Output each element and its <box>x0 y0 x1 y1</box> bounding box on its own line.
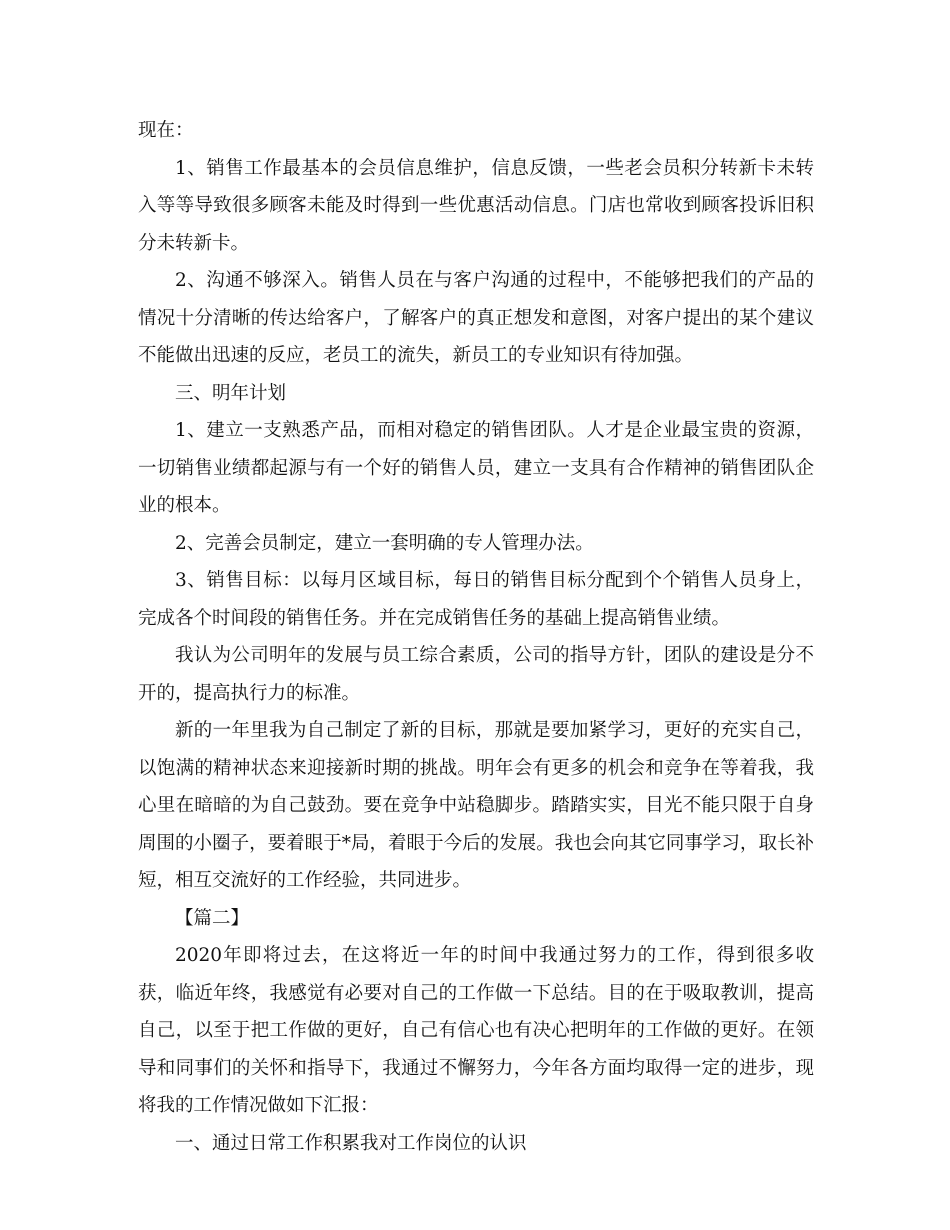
document-body <box>138 112 814 1162</box>
paragraph-plan-2: 2、完善会员制定，建立一套明确的专人管理办法。 <box>175 532 594 554</box>
paragraph-opinion: 我认为公司明年的发展与员工综合素质，公司的指导方针，团队的建设是分不开的，提高执行力的标准。 <box>138 645 814 704</box>
paragraph-intro: 现在： <box>138 120 194 141</box>
paragraph-plan-3: 3、销售目标：以每月区域目标，每日的销售目标分配到个个销售人员身上，完成各个时间段的销售任务。并在完成销售任务的基础上提高销售业绩。 <box>138 570 814 629</box>
paragraph-issue-2: 2、沟通不够深入。销售人员在与客户沟通的过程中，不能够把我们的产品的情况十分清晰的传达给客户，了解客户的真正想发和意图，对客户提出的某个建议不能做出迅速的反应，老员工的流失，新员工的专业知识有待加强。 <box>138 270 814 366</box>
paragraph-plan-1: 1、建立一支熟悉产品，而相对稳定的销售团队。人才是企业最宝贵的资源，一切销售业绩都起源与有一个好的销售人员，建立一支具有合作精神的销售团队企业的根本。 <box>138 420 814 516</box>
section-heading-work-understanding: 一、通过日常工作积累我对工作岗位的认识 <box>175 1132 527 1154</box>
section-heading-plan: 三、明年计划 <box>175 382 287 404</box>
paragraph-2020-summary: 2020年即将过去，在这将近一年的时间中我通过努力的工作，得到很多收获，临近年终，我感觉有必要对自己的工作做一下总结。目的在于吸取教训，提高自己，以至于把工作做的更好，自己有信心也有决心把明年的工作做的更好。在领导和同事们的关怀和指导下，我通过不懈努力，今年各方面均取得一定的进步，现将我的工作情况做如下汇报： <box>138 945 814 1116</box>
section-heading-part-two: 【篇二】 <box>175 907 250 929</box>
paragraph-new-year-goals: 新的一年里我为自己制定了新的目标，那就是要加紧学习，更好的充实自己，以饱满的精神状态来迎接新时期的挑战。明年会有更多的机会和竞争在等着我，我心里在暗暗的为自己鼓劲。要在竞争中站稳脚步。踏踏实实，目光不能只限于自身周围的小圈子，要着眼于*局，着眼于今后的发展。我也会向其它同事学习，取长补短，相互交流好的工作经验，共同进步。 <box>138 720 814 891</box>
paragraph-issue-1: 1、销售工作最基本的会员信息维护，信息反馈，一些老会员积分转新卡未转入等等导致很多顾客未能及时得到一些优惠活动信息。门店也常收到顾客投诉旧积分未转新卡。 <box>138 157 814 254</box>
